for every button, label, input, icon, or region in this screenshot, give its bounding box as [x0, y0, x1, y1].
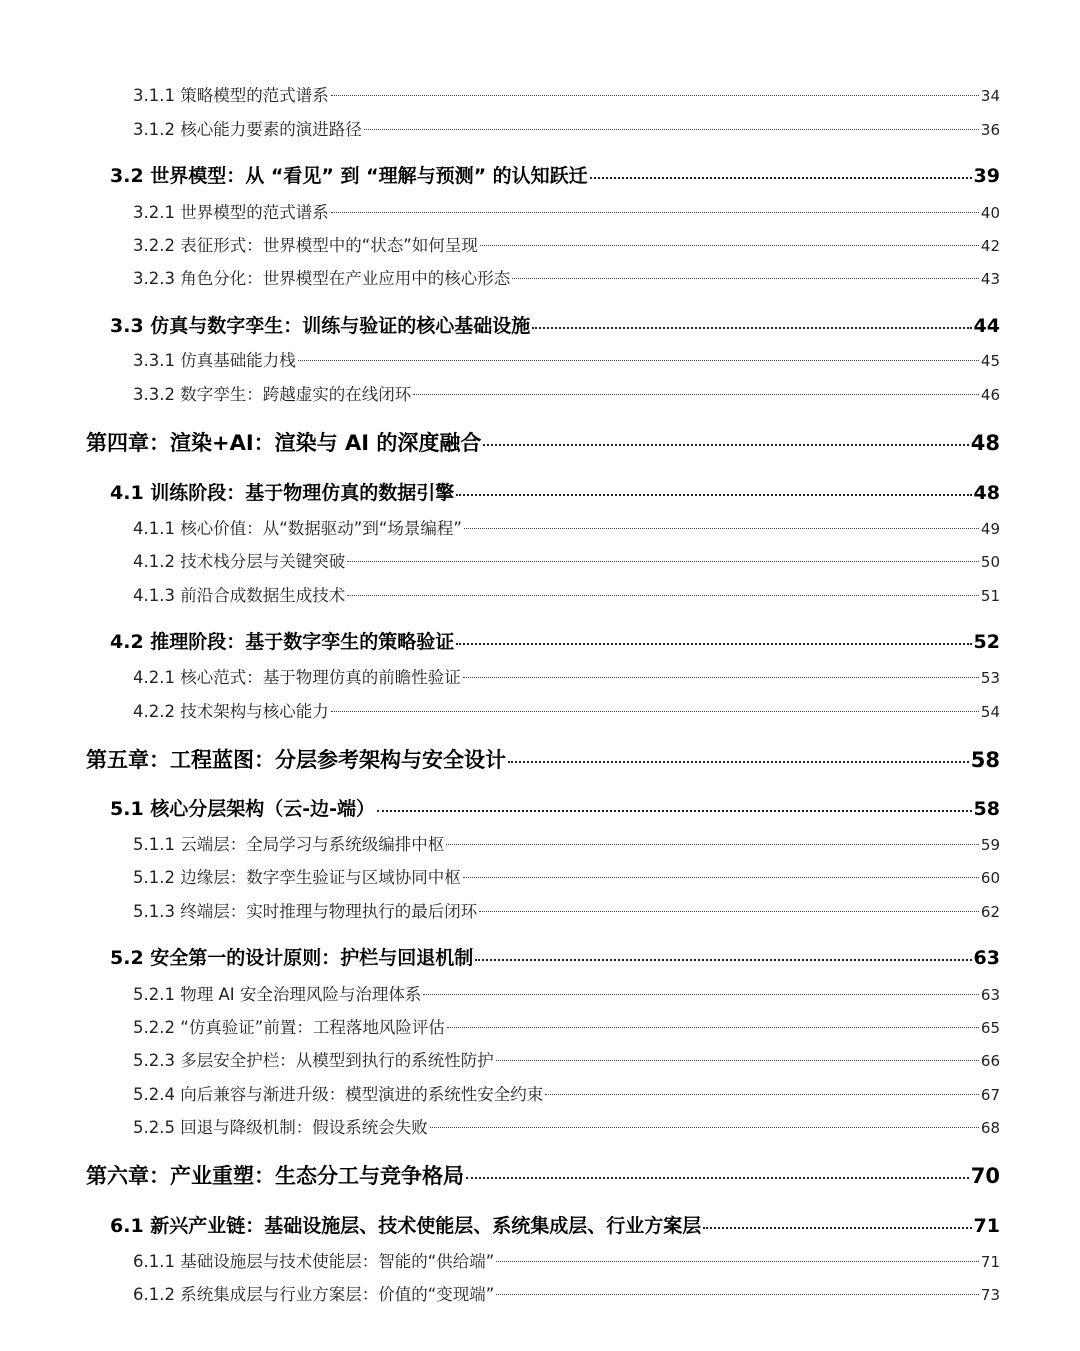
toc-entry-title: 3.1.2 核心能力要素的演进路径 — [133, 120, 362, 139]
dot-leader — [480, 245, 979, 246]
dot-leader — [466, 1177, 969, 1179]
toc-entry-title: 3.2.1 世界模型的范式谱系 — [133, 203, 329, 222]
toc-section-entry[interactable] — [110, 161, 1000, 189]
dot-leader — [456, 643, 971, 645]
toc-entry-title: 5.1.3 终端层：实时推理与物理执行的最后闭环 — [133, 902, 478, 921]
toc-entry-page-number: 60 — [980, 869, 1000, 887]
toc-subsection-entry[interactable] — [133, 664, 1000, 688]
toc-entry-page-number: 36 — [980, 121, 1000, 139]
toc-entry-title: 6.1.1 基础设施层与技术使能层：智能的“供给端” — [133, 1252, 495, 1271]
dot-leader — [479, 911, 979, 912]
dot-leader — [347, 561, 979, 562]
toc-entry-title: 4.1 训练阶段：基于物理仿真的数据引擎 — [110, 482, 455, 504]
dot-leader — [496, 1294, 979, 1295]
toc-entry-title: 4.2.1 核心范式：基于物理仿真的前瞻性验证 — [133, 668, 461, 687]
toc-entry-title: 3.3.2 数字孪生：跨越虚实的在线闭环 — [133, 385, 412, 404]
toc-entry-page-number: 42 — [980, 237, 1000, 255]
toc-entry-page-number: 45 — [980, 352, 1000, 370]
dot-leader — [512, 278, 979, 279]
dot-leader — [347, 595, 979, 596]
toc-entry-title: 6.1.2 系统集成层与行业方案层：价值的“变现端” — [133, 1285, 495, 1304]
toc-entry-title: 4.1.1 核心价值：从“数据驱动”到“场景编程” — [133, 519, 462, 538]
toc-subsection-entry[interactable] — [133, 548, 1000, 572]
toc-subsection-entry[interactable] — [133, 116, 1000, 140]
toc-entry-page-number: 65 — [980, 1019, 1000, 1037]
toc-subsection-entry[interactable] — [133, 981, 1000, 1005]
dot-leader — [475, 959, 971, 961]
toc-entry-page-number: 48 — [970, 431, 1000, 455]
toc-subsection-entry[interactable] — [133, 1047, 1000, 1071]
toc-entry-title: 5.1.1 云端层：全局学习与系统级编排中枢 — [133, 835, 445, 854]
toc-entry-page-number: 52 — [973, 631, 1000, 653]
toc-entry-page-number: 63 — [980, 986, 1000, 1004]
toc-entry-page-number: 62 — [980, 903, 1000, 921]
dot-leader — [298, 360, 979, 361]
dot-leader — [364, 129, 979, 130]
toc-section-entry[interactable] — [110, 794, 1000, 822]
toc-entry-title: 3.3.1 仿真基础能力栈 — [133, 351, 296, 370]
dot-leader — [590, 177, 972, 179]
toc-subsection-entry[interactable] — [133, 82, 1000, 106]
toc-subsection-entry[interactable] — [133, 1248, 1000, 1272]
toc-entry-page-number: 66 — [980, 1052, 1000, 1070]
toc-entry-page-number: 50 — [980, 553, 1000, 571]
toc-subsection-entry[interactable] — [133, 864, 1000, 888]
toc-chapter-entry[interactable] — [86, 1160, 1000, 1190]
toc-entry-page-number: 39 — [973, 165, 1000, 187]
toc-entry-page-number: 48 — [973, 482, 1000, 504]
toc-chapter-entry[interactable] — [86, 427, 1000, 457]
toc-entry-title: 4.1.2 技术栈分层与关键突破 — [133, 552, 346, 571]
toc-entry-title: 第六章：产业重塑：生态分工与竞争格局 — [86, 1164, 464, 1188]
toc-section-entry[interactable] — [110, 1211, 1000, 1239]
toc-entry-title: 5.1.2 边缘层：数字孪生验证与区域协同中枢 — [133, 868, 461, 887]
toc-entry-page-number: 73 — [980, 1286, 1000, 1304]
toc-subsection-entry[interactable] — [133, 698, 1000, 722]
toc-section-entry[interactable] — [110, 943, 1000, 971]
toc-entry-title: 6.1 新兴产业链：基础设施层、技术使能层、系统集成层、行业方案层 — [110, 1215, 702, 1237]
toc-entry-title: 5.2.4 向后兼容与渐进升级：模型演进的系统性安全约束 — [133, 1085, 544, 1104]
toc-entry-page-number: 71 — [980, 1253, 1000, 1271]
toc-subsection-entry[interactable] — [133, 265, 1000, 289]
toc-entry-title: 4.2.2 技术架构与核心能力 — [133, 702, 329, 721]
toc-subsection-entry[interactable] — [133, 199, 1000, 223]
toc-entry-title: 4.2 推理阶段：基于数字孪生的策略验证 — [110, 631, 455, 653]
dot-leader — [508, 761, 969, 763]
toc-section-entry[interactable] — [110, 478, 1000, 506]
toc-entry-page-number: 51 — [980, 587, 1000, 605]
toc-subsection-entry[interactable] — [133, 1014, 1000, 1038]
toc-entry-page-number: 63 — [973, 947, 1000, 969]
toc-entry-page-number: 59 — [980, 836, 1000, 854]
dot-leader — [456, 494, 971, 496]
toc-chapter-entry[interactable] — [86, 744, 1000, 774]
toc-subsection-entry[interactable] — [133, 1281, 1000, 1305]
toc-entry-page-number: 46 — [980, 386, 1000, 404]
dot-leader — [331, 95, 979, 96]
dot-leader — [532, 327, 971, 329]
toc-entry-page-number: 58 — [973, 798, 1000, 820]
dot-leader — [496, 1060, 979, 1061]
dot-leader — [447, 1027, 979, 1028]
dot-leader — [703, 1227, 971, 1229]
toc-entry-title: 第五章：工程蓝图：分层参考架构与安全设计 — [86, 748, 506, 772]
dot-leader — [483, 444, 968, 446]
toc-subsection-entry[interactable] — [133, 515, 1000, 539]
dot-leader — [331, 212, 979, 213]
toc-entry-title: 5.2.3 多层安全护栏：从模型到执行的系统性防护 — [133, 1051, 494, 1070]
toc-entry-title: 5.2.2 “仿真验证”前置：工程落地风险评估 — [133, 1018, 445, 1037]
toc-entry-page-number: 71 — [973, 1215, 1000, 1237]
toc-entry-page-number: 54 — [980, 703, 1000, 721]
toc-subsection-entry[interactable] — [133, 582, 1000, 606]
toc-section-entry[interactable] — [110, 627, 1000, 655]
dot-leader — [446, 844, 979, 845]
dot-leader — [430, 1127, 979, 1128]
toc-entry-title: 3.2 世界模型：从 “看见” 到 “理解与预测” 的认知跃迁 — [110, 165, 588, 187]
dot-leader — [496, 1261, 979, 1262]
toc-entry-page-number: 67 — [980, 1086, 1000, 1104]
dot-leader — [464, 528, 979, 529]
dot-leader — [423, 994, 979, 995]
toc-entry-title: 3.2.2 表征形式：世界模型中的“状态”如何呈现 — [133, 236, 478, 255]
dot-leader — [545, 1094, 979, 1095]
toc-entry-title: 3.1.1 策略模型的范式谱系 — [133, 86, 329, 105]
toc-subsection-entry[interactable] — [133, 898, 1000, 922]
toc-entry-page-number: 53 — [980, 669, 1000, 687]
toc-entry-page-number: 43 — [980, 270, 1000, 288]
dot-leader — [463, 677, 979, 678]
toc-subsection-entry[interactable] — [133, 1081, 1000, 1105]
dot-leader — [331, 711, 979, 712]
toc-entry-page-number: 58 — [970, 748, 1000, 772]
toc-subsection-entry[interactable] — [133, 347, 1000, 371]
toc-entry-title: 5.2.1 物理 AI 安全治理风险与治理体系 — [133, 985, 422, 1004]
toc-entry-title: 3.3 仿真与数字孪生：训练与验证的核心基础设施 — [110, 315, 531, 337]
toc-subsection-entry[interactable] — [133, 1114, 1000, 1138]
toc-entry-page-number: 70 — [970, 1164, 1000, 1188]
toc-entry-title: 3.2.3 角色分化：世界模型在产业应用中的核心形态 — [133, 269, 511, 288]
toc-entry-page-number: 34 — [980, 87, 1000, 105]
toc-entry-title: 5.2 安全第一的设计原则：护栏与回退机制 — [110, 947, 474, 969]
toc-subsection-entry[interactable] — [133, 381, 1000, 405]
dot-leader — [463, 877, 979, 878]
dot-leader — [377, 810, 972, 812]
toc-entry-title: 5.2.5 回退与降级机制：假设系统会失败 — [133, 1118, 428, 1137]
toc-subsection-entry[interactable] — [133, 232, 1000, 256]
toc-entry-page-number: 44 — [973, 315, 1000, 337]
toc-entry-page-number: 68 — [980, 1119, 1000, 1137]
toc-entry-title: 5.1 核心分层架构（云-边-端） — [110, 798, 376, 820]
toc-entry-title: 第四章：渲染+AI：渲染与 AI 的深度融合 — [86, 431, 482, 455]
toc-subsection-entry[interactable] — [133, 831, 1000, 855]
toc-entry-page-number: 40 — [980, 204, 1000, 222]
toc-section-entry[interactable] — [110, 311, 1000, 339]
toc-entry-page-number: 49 — [980, 520, 1000, 538]
dot-leader — [413, 394, 979, 395]
toc-entry-title: 4.1.3 前沿合成数据生成技术 — [133, 586, 346, 605]
